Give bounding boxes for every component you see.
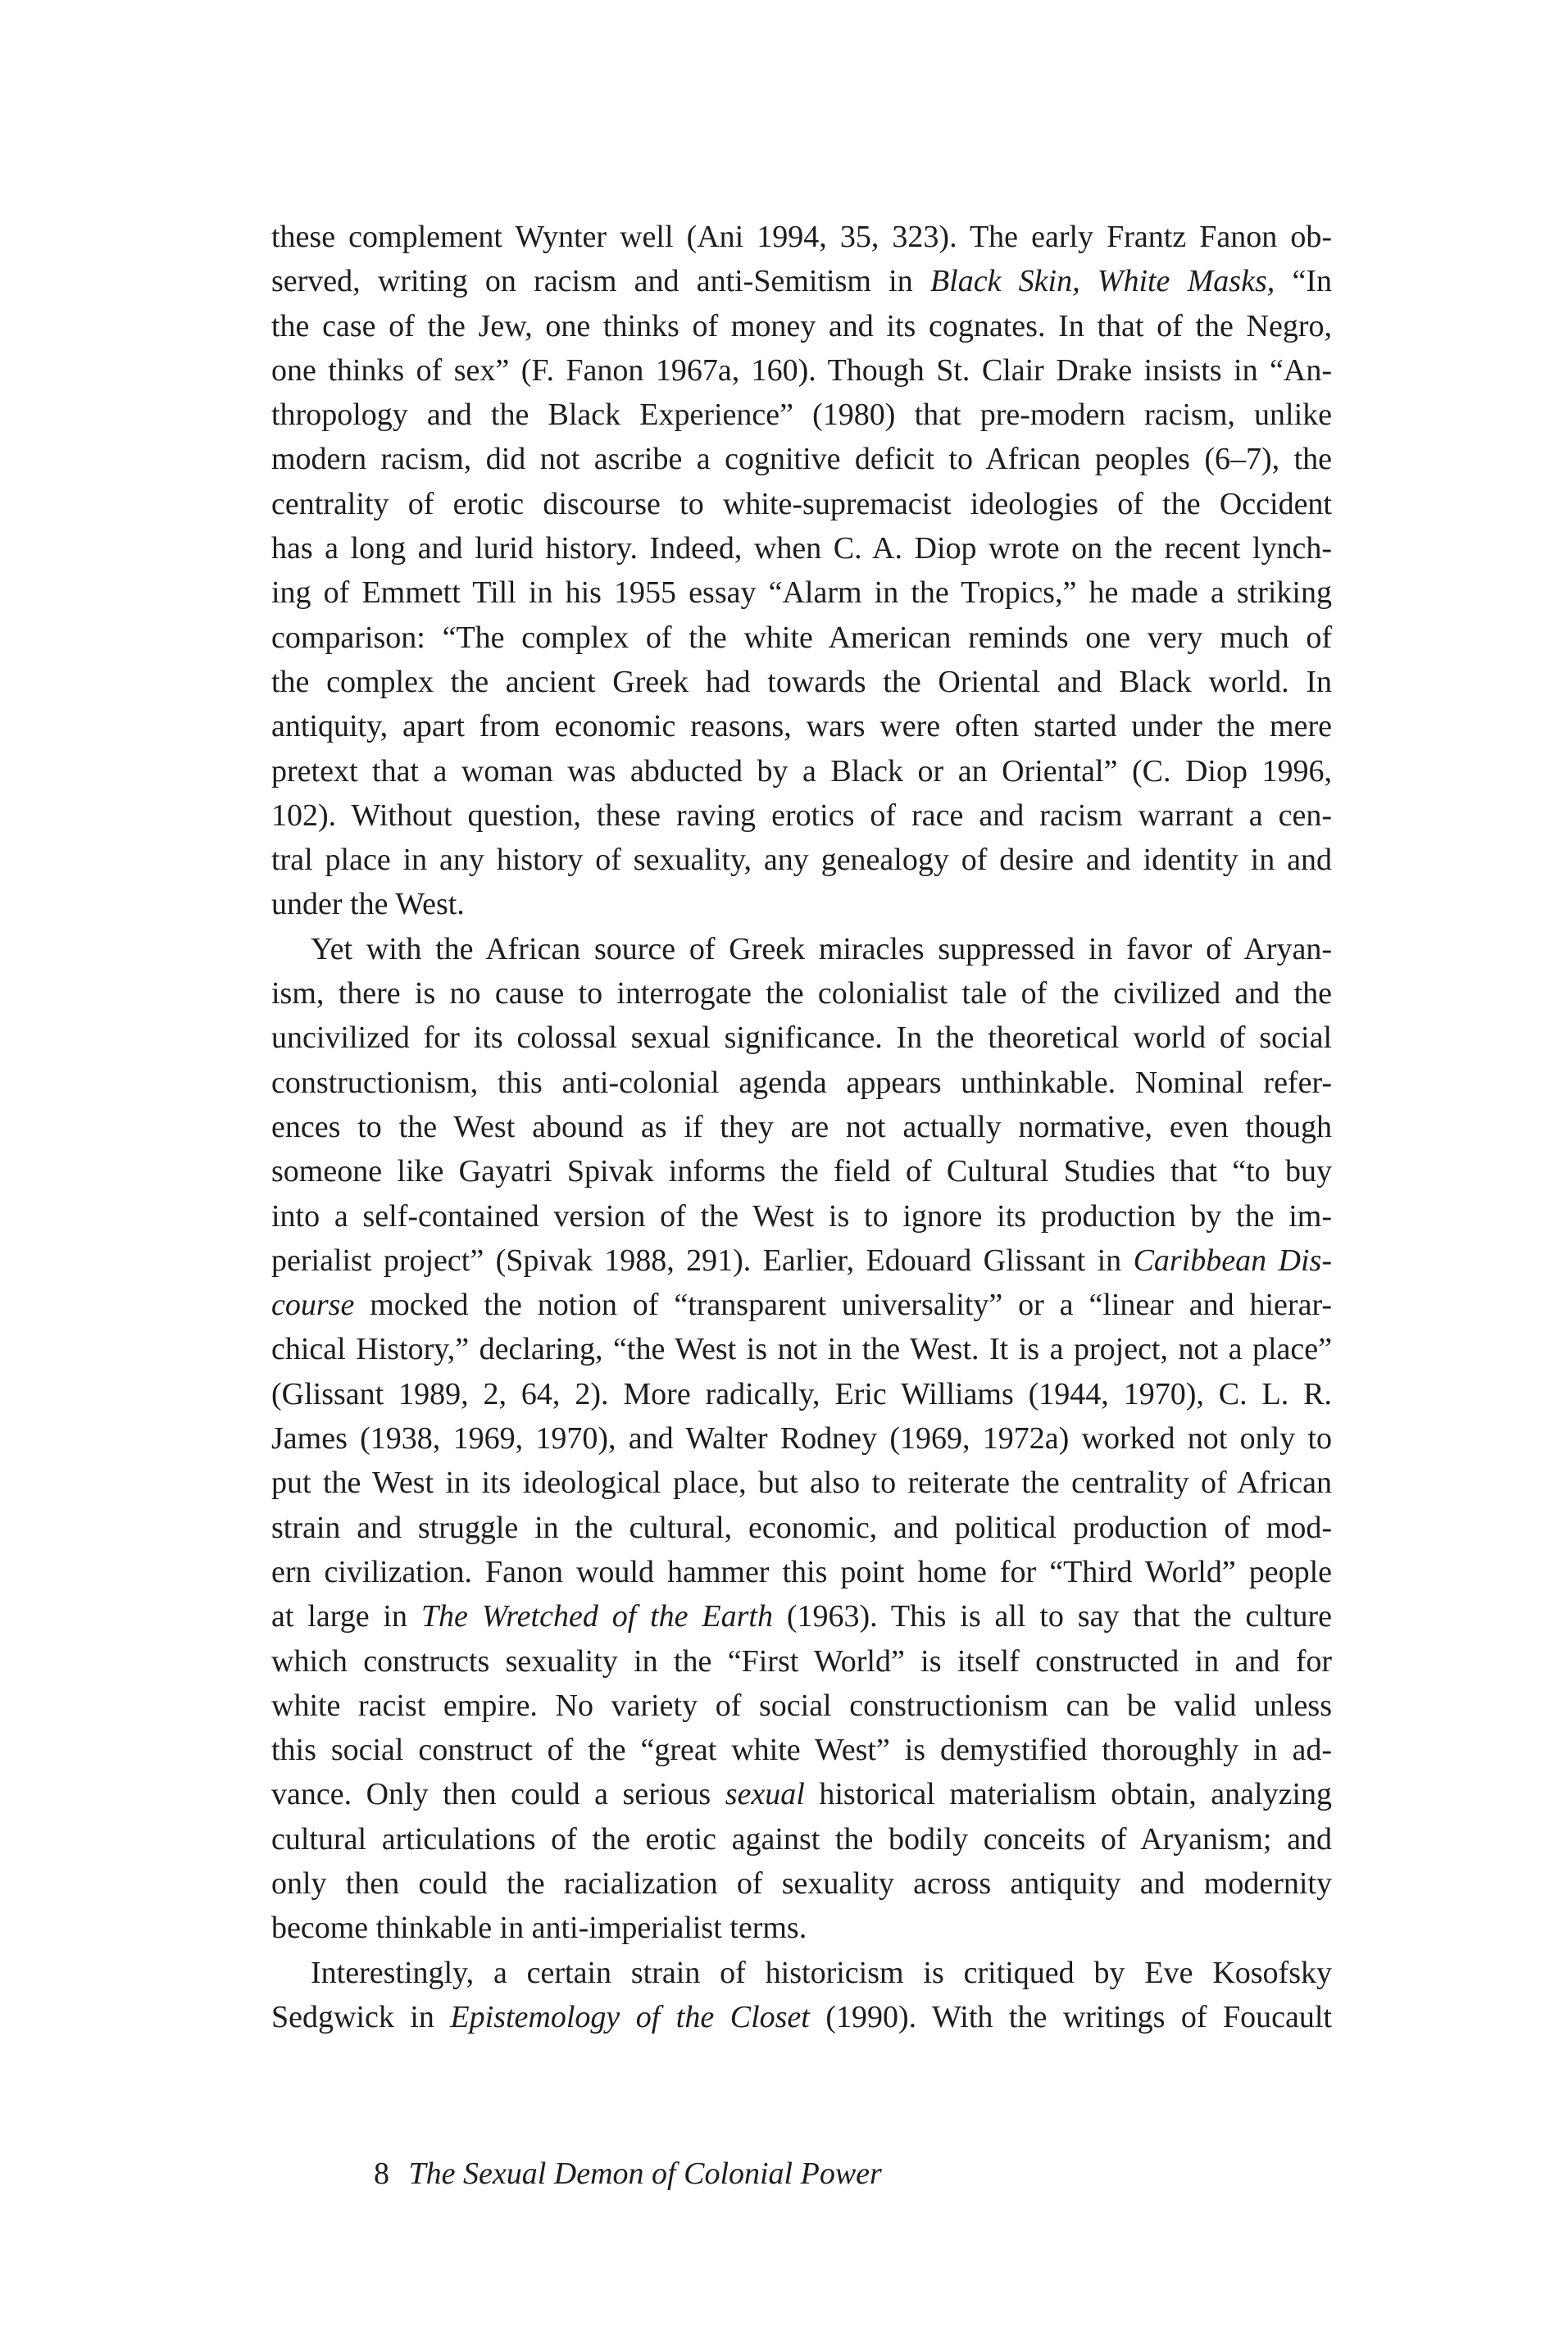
text-run: (1990). With the writings of Foucault [809,1999,1332,2034]
page-footer [374,2156,882,2192]
text-run: uncivilized for its colossal sexual significance. In the theoretical world of social [271,1020,1332,1056]
text-run: modern racism, did not ascribe a cognitive deficit to African peoples (6–7), the [271,442,1332,477]
text-line [271,482,1332,526]
text-line [271,1149,1332,1193]
text-line [271,1105,1332,1149]
text-line [271,1861,1332,1906]
text-run: at large in [271,1599,421,1634]
text-run: (Glissant 1989, 2, 64, 2). More radically, Eric Williams (1944, 1970), C. L. R. [271,1376,1332,1411]
text-run: chical History,” declaring, “the West is not in the West. It is a project, not a place” [271,1332,1332,1367]
text-run: strain and struggle in the cultural, economic, and political production of mod- [271,1510,1332,1545]
text-run: become thinkable in anti-imperialist terms. [271,1911,807,1946]
text-line [271,1238,1332,1283]
text-line [271,1906,1332,1950]
text-run: the complex the ancient Greek had towards the Oriental and Black world. In [271,664,1332,699]
text-line [271,1372,1332,1416]
text-line [271,971,1332,1016]
text-run: Yet with the African source of Greek miracles suppressed in favor of Aryan- [311,931,1332,966]
text-run: someone like Gayatri Spivak informs the field of Cultural Studies that “to buy [271,1154,1332,1189]
text-line [271,1772,1332,1816]
text-line [271,1684,1332,1728]
text-line [271,1728,1332,1772]
text-line [271,1506,1332,1550]
italic-title: sexual [725,1777,805,1812]
italic-title: Epistemology of the Closet [450,1999,810,2034]
text-line [271,1416,1332,1461]
text-run: ern civilization. Fanon would hammer this point home for “Third World” people [271,1554,1332,1589]
text-run: perialist project” (Spivak 1988, 291). Earlier, Edouard Glissant in [271,1243,1134,1278]
text-line [271,838,1332,882]
text-run: one thinks of sex” (F. Fanon 1967a, 160). Though St. Clair Drake insists in “An- [271,352,1332,388]
italic-title: Black Skin, White Masks, [929,264,1275,299]
text-run: ing of Emmett Till in his 1955 essay “Alarm in the Tropics,” he made a striking [271,575,1332,611]
text-run: “In [1275,264,1332,299]
text-line [271,1327,1332,1371]
text-line [271,616,1332,660]
text-run: mocked the notion of “transparent universality” or a “linear and hierar- [354,1288,1332,1323]
page-number: 8 [374,2156,389,2191]
text-line [271,393,1332,437]
text-line [271,437,1332,481]
text-line [271,1817,1332,1861]
text-run: put the West in its ideological place, but also to reiterate the centrality of African [271,1466,1332,1501]
text-line [271,793,1332,838]
text-line [271,348,1332,393]
text-line [271,1461,1332,1505]
italic-title: course [271,1288,355,1323]
text-line [271,259,1332,303]
text-run: pretext that a woman was abducted by a Black or an Oriental” (C. Diop 1996, [271,753,1332,789]
text-run: vance. Only then could a serious [271,1777,725,1812]
text-run: 102). Without question, these raving erotics of race and racism warrant a cen- [271,798,1332,833]
text-run: Sedgwick in [271,1999,451,2034]
text-line [271,1016,1332,1060]
text-run: ences to the West abound as if they are not actually normative, even though [271,1109,1332,1144]
text-run: (1963). This is all to say that the culture [772,1599,1332,1634]
text-line [271,660,1332,704]
text-line [271,1550,1332,1594]
text-line [271,704,1332,748]
text-line [271,1639,1332,1684]
text-run: Interestingly, a certain strain of historicism is critiqued by Eve Kosofsky [311,1955,1332,1990]
text-run: tral place in any history of sexuality, any genealogy of desire and identity in and [271,843,1332,878]
text-run: antiquity, apart from economic reasons, wars were often started under the mere [271,709,1332,744]
text-line [271,1194,1332,1238]
text-run: these complement Wynter well (Ani 1994, 35, 323). The early Frantz Fanon ob- [271,220,1332,254]
text-run: this social construct of the “great white West” is demystified thoroughly in ad- [271,1733,1332,1768]
text-line [271,749,1332,793]
text-line [271,1995,1332,2039]
text-line [271,526,1332,570]
text-run: which constructs sexuality in the “First World” is itself constructed in and for [271,1643,1332,1679]
text-line [271,927,1332,971]
text-run: constructionism, this anti-colonial agenda appears unthinkable. Nominal refer- [271,1065,1332,1100]
body-text [271,215,1332,2039]
text-run: James (1938, 1969, 1970), and Walter Rodney (1969, 1972a) worked not only to [271,1421,1332,1457]
text-run: cultural articulations of the erotic against the bodily conceits of Aryanism; and [271,1821,1332,1857]
text-line [271,882,1332,926]
text-line [271,1594,1332,1638]
text-run: served, writing on racism and anti-Semitism in [271,264,930,299]
text-run: comparison: “The complex of the white American reminds one very much of [271,620,1332,655]
text-run: historical materialism obtain, analyzing [804,1777,1332,1812]
text-line [271,1951,1332,1995]
text-run: into a self-contained version of the West is to ignore its production by the im- [271,1198,1332,1234]
text-run: under the West. [271,887,465,922]
text-run: the case of the Jew, one thinks of money and its cognates. In that of the Negro, [271,308,1332,343]
text-run: white racist empire. No variety of social constructionism can be valid unless [271,1688,1332,1723]
text-run: thropology and the Black Experience” (1980) that pre-modern racism, unlike [271,398,1332,433]
text-run: centrality of erotic discourse to white-supremacist ideologies of the Occident [271,486,1332,521]
running-title: The Sexual Demon of Colonial Power [408,2156,882,2191]
italic-title: The Wretched of the Earth [420,1599,773,1634]
text-line [271,1283,1332,1327]
italic-title: Caribbean Dis- [1133,1243,1332,1278]
text-line [271,1061,1332,1105]
text-line [271,215,1332,259]
text-run: has a long and lurid history. Indeed, when C. A. Diop wrote on the recent lynch- [271,531,1332,566]
text-run: ism, there is no cause to interrogate the colonialist tale of the civilized and the [271,976,1332,1011]
text-line [271,570,1332,615]
text-run: only then could the racialization of sexuality across antiquity and modernity [271,1866,1332,1901]
text-line [271,304,1332,348]
